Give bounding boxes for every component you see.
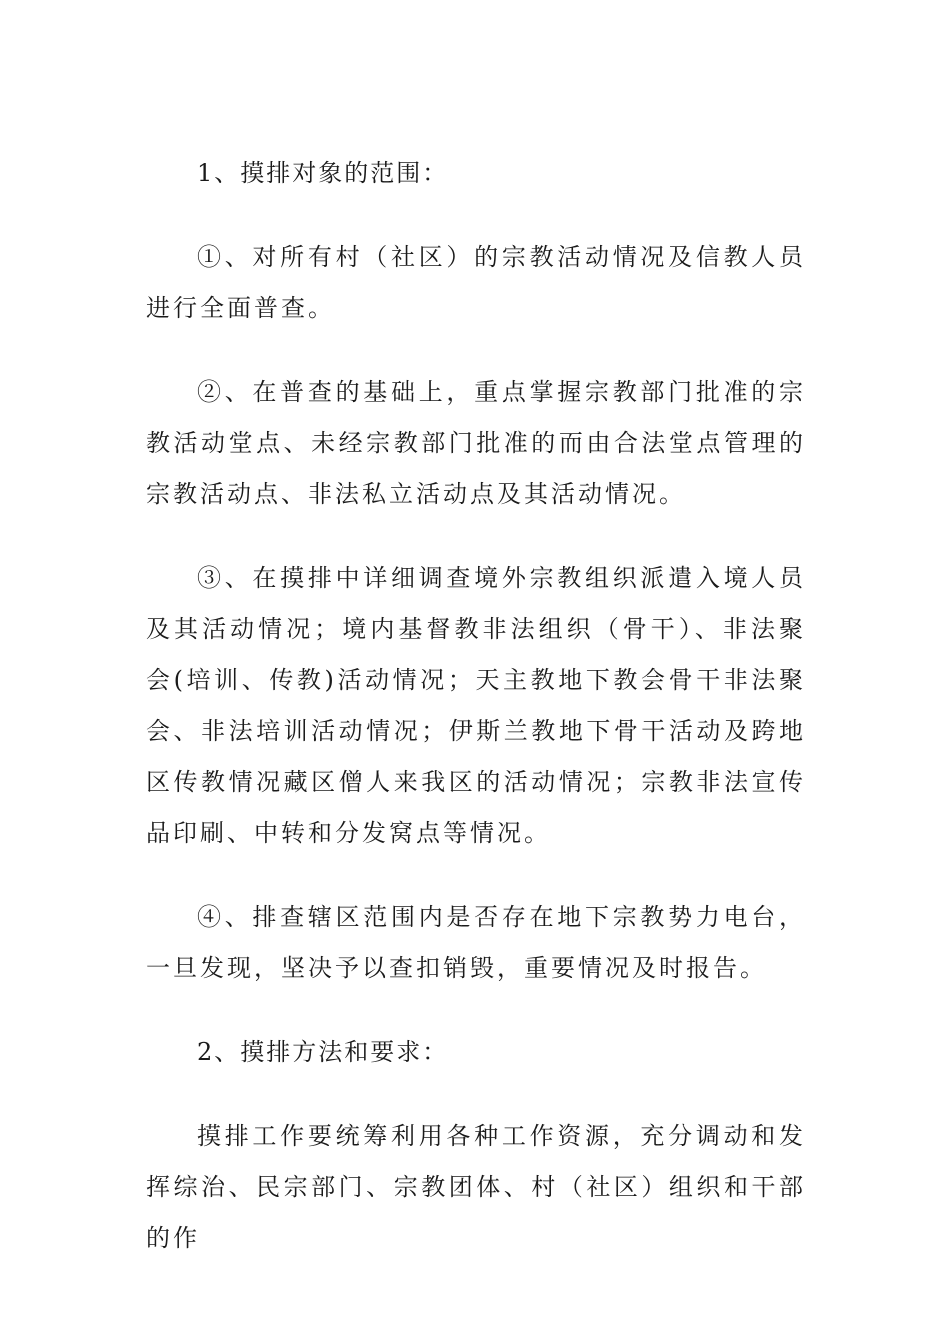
paragraph-item-4: ④、排查辖区范围内是否存在地下宗教势力电台，一旦发现，坚决予以查扣销毁，重要情况及时报告。 [146, 903, 806, 982]
paragraph-item-3: ③、在摸排中详细调查境外宗教组织派遣入境人员及其活动情况；境内基督教非法组织（骨干）、非法聚会(培训、传教)活动情况；天主教地下教会骨干非法聚会、非法培训活动情况；伊斯兰教地下骨干活动及跨地区传教情况藏区僧人来我区的活动情况；宗教非法宣传品印刷、中转和分发窝点等情况。 [146, 564, 806, 847]
section-heading-methods: 2、摸排方法和要求： [197, 1038, 449, 1066]
paragraph-methods: 摸排工作要统筹利用各种工作资源，充分调动和发挥综治、民宗部门、宗教团体、村（社区）组织和干部的作 [146, 1122, 806, 1252]
paragraph-item-2: ②、在普查的基础上，重点掌握宗教部门批准的宗教活动堂点、未经宗教部门批准的而由合法堂点管理的宗教活动点、非法私立活动点及其活动情况。 [146, 378, 806, 508]
document-body [146, 148, 806, 1297]
paragraph-item-1: ①、对所有村（社区）的宗教活动情况及信教人员进行全面普查。 [146, 243, 806, 322]
section-heading-scope: 1、摸排对象的范围： [197, 159, 449, 187]
